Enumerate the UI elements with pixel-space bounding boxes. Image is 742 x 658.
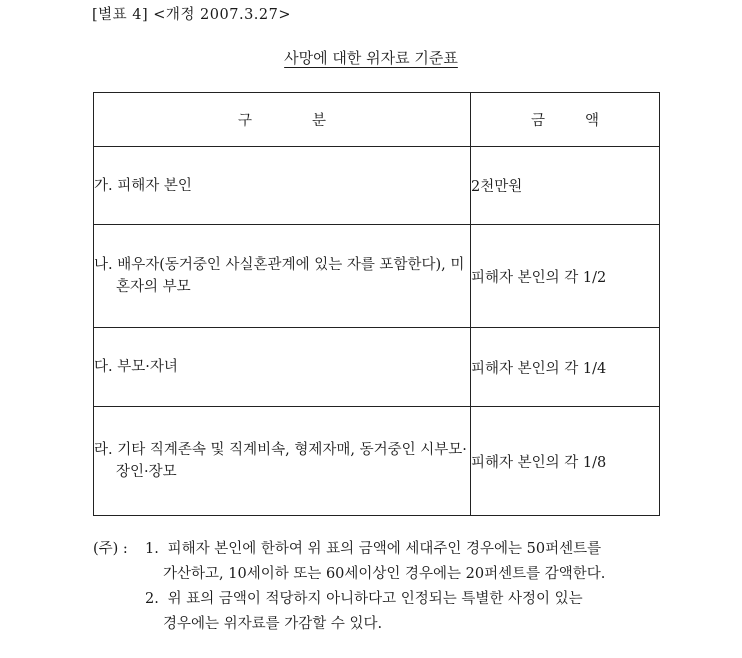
amount-cell: 피해자 본인의 각 1/8 — [471, 407, 660, 516]
footnote-text: 경우에는 위자료를 가감할 수 있다. — [163, 616, 383, 632]
category-cell: 나. 배우자(동거중인 사실혼관계에 있는 자를 포함한다), 미혼자의 부모 — [94, 225, 471, 328]
table-header-row — [94, 93, 660, 147]
footnote-number: 1. — [145, 541, 159, 557]
category-cell: 가. 피해자 본인 — [94, 147, 471, 225]
footnote-1-continued — [93, 562, 693, 587]
amendment-date: <개정 2007.3.27> — [153, 7, 291, 23]
footnote-text: 가산하고, 10세이하 또는 60세이상인 경우에는 20퍼센트를 감액한다. — [163, 566, 606, 582]
table-row — [94, 147, 660, 225]
column-header-amount: 금액 — [471, 93, 660, 147]
consolation-fee-table — [93, 92, 660, 516]
table-row — [94, 225, 660, 328]
title-text: 사망에 대한 위자료 기준표 — [284, 49, 458, 67]
column-header-category: 구분 — [94, 93, 471, 147]
annex-header — [92, 3, 291, 24]
footnote-2 — [93, 587, 693, 612]
footnote-2-continued — [93, 612, 693, 637]
annex-label: [별표 4] — [92, 7, 149, 23]
category-cell: 다. 부모·자녀 — [94, 328, 471, 407]
footnote-text: 피해자 본인에 한하여 위 표의 금액에 세대주인 경우에는 50퍼센트를 — [167, 541, 602, 557]
amount-cell: 2천만원 — [471, 147, 660, 225]
amount-cell: 피해자 본인의 각 1/2 — [471, 225, 660, 328]
table-row — [94, 407, 660, 516]
footnote-number: 2. — [145, 591, 159, 607]
amount-cell: 피해자 본인의 각 1/4 — [471, 328, 660, 407]
footnote-lead: (주) : — [93, 541, 128, 557]
footnote-text: 위 표의 금액이 적당하지 아니하다고 인정되는 특별한 사정이 있는 — [167, 591, 583, 607]
document-title — [0, 47, 742, 68]
category-cell: 라. 기타 직계존속 및 직계비속, 형제자매, 동거중인 시부모·장인·장모 — [94, 407, 471, 516]
table-row — [94, 328, 660, 407]
footnote-1 — [93, 537, 693, 562]
footnotes — [93, 537, 693, 637]
